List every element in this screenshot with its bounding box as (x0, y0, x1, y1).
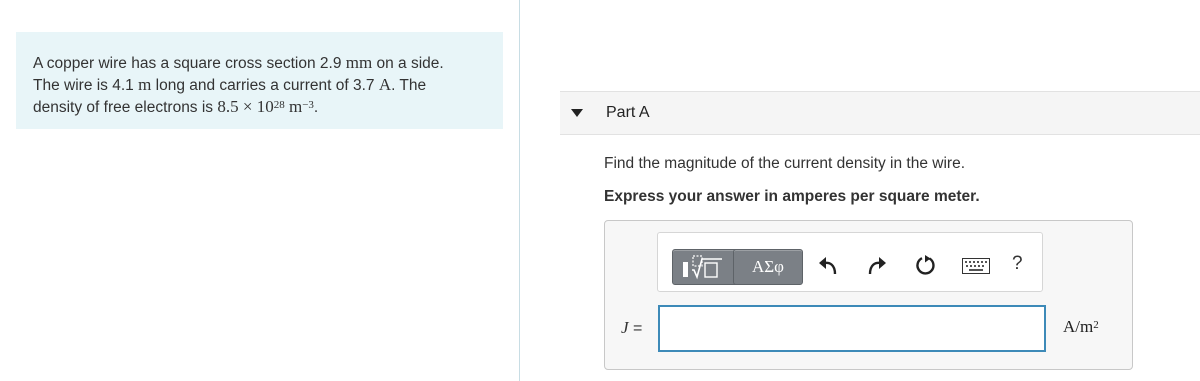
unit-m: m (138, 75, 152, 94)
help-icon: ? (1012, 253, 1023, 274)
answer-panel (604, 220, 1133, 370)
redo-button[interactable] (862, 251, 892, 281)
density-mantissa: 8.5 × 10 (217, 97, 274, 116)
unit-exponent: 2 (1093, 319, 1099, 331)
problem-text: long and carries a current of 3.7 (151, 77, 379, 94)
symbols-button[interactable]: ΑΣφ (733, 249, 803, 285)
question-text: Find the magnitude of the current density in the wire. (604, 155, 966, 172)
problem-text: . (313, 99, 319, 116)
problem-line-1 (33, 52, 487, 74)
problem-statement (16, 32, 503, 129)
answer-input[interactable] (658, 305, 1046, 352)
problem-text: density of free electrons is (33, 99, 218, 116)
density-exponent: 28 (273, 99, 285, 111)
reset-icon (914, 254, 938, 278)
problem-text: The wire is 4.1 (33, 77, 139, 94)
unit-base: A/m (1063, 317, 1094, 336)
column-divider (519, 0, 520, 381)
instruction-text: Express your answer in amperes per square meter. (604, 188, 980, 205)
density-unit-exponent: −3 (302, 99, 314, 111)
keyboard-button[interactable] (960, 251, 992, 281)
problem-line-3 (33, 96, 487, 120)
math-toolbar (657, 232, 1043, 292)
help-button[interactable] (1012, 253, 1023, 275)
answer-unit (1063, 317, 1099, 337)
unit-a: A (378, 75, 392, 94)
problem-text: A copper wire has a square cross section 2.9 (33, 55, 346, 72)
density-unit: m (284, 97, 303, 116)
undo-icon (817, 255, 839, 277)
part-title: Part A (606, 104, 650, 121)
equals-sign: = (628, 320, 643, 337)
unit-mm: mm (345, 53, 373, 72)
undo-button[interactable] (813, 251, 843, 281)
reset-button[interactable] (911, 251, 941, 281)
electron-density-value (217, 97, 314, 116)
keyboard-icon (962, 258, 990, 274)
answer-label (621, 318, 642, 338)
part-a-header[interactable] (560, 91, 1200, 135)
problem-text: . The (391, 77, 427, 94)
problem-text: on a side. (372, 55, 444, 72)
problem-line-2 (33, 74, 487, 96)
triangle-down-icon[interactable] (571, 109, 583, 117)
redo-icon (866, 255, 888, 277)
templates-icon (680, 254, 738, 280)
variable-j: J (621, 318, 629, 337)
